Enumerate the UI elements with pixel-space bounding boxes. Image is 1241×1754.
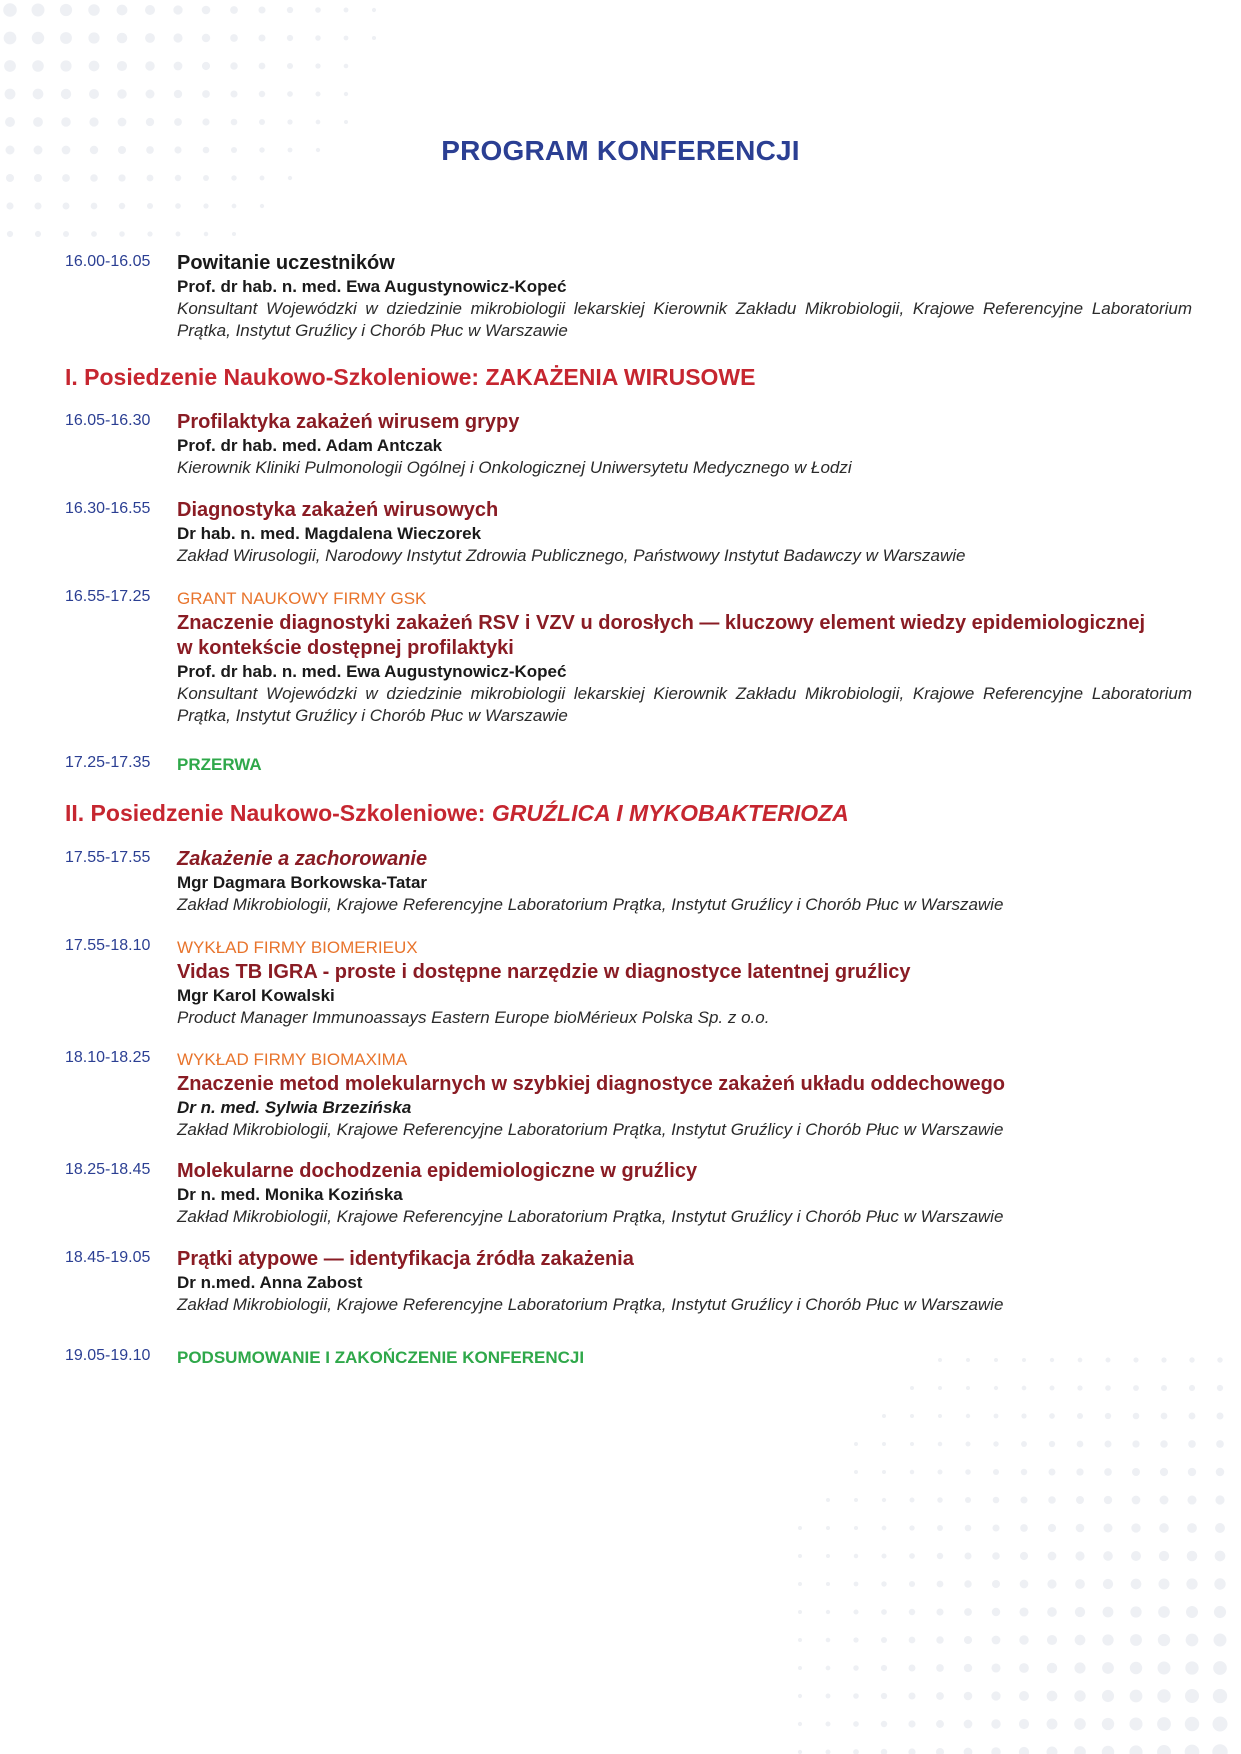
entry-title: Powitanie uczestników	[177, 252, 395, 274]
entry-affiliation: Zakład Mikrobiologii, Krajowe Referencyjne Laboratorium Prątka, Instytut Gruźlicy i Chorób Płuc w Warszawie	[177, 895, 1004, 914]
program-entry	[65, 1047, 1195, 1141]
program-entry	[65, 847, 1195, 916]
program-entry	[65, 935, 1195, 1029]
entry-time: 18.10-18.25	[65, 1049, 151, 1066]
entry-title: Profilaktyka zakażeń wirusem grypy	[177, 411, 520, 433]
entry-time: 18.45-19.05	[65, 1249, 151, 1266]
entry-speaker: Dr hab. n. med. Magdalena Wieczorek	[177, 524, 482, 543]
entry-time: 16.55-17.25	[65, 588, 151, 605]
section-heading-2	[65, 800, 849, 827]
entry-speaker: Mgr Karol Kowalski	[177, 986, 335, 1005]
entry-title: Vidas TB IGRA - proste i dostępne narzędzie w diagnostyce latentnej gruźlicy	[177, 961, 911, 983]
entry-time: 18.25-18.45	[65, 1161, 151, 1178]
entry-speaker: Prof. dr hab. n. med. Ewa Augustynowicz-Kopeć	[177, 277, 567, 296]
closing-label: PODSUMOWANIE I ZAKOŃCZENIE KONFERENCJI	[177, 1348, 585, 1367]
entry-speaker: Prof. dr hab. n. med. Ewa Augustynowicz-Kopeć	[177, 662, 567, 681]
entry-time: 19.05-19.10	[65, 1347, 151, 1364]
entry-speaker: Dr n. med. Sylwia Brzezińska	[177, 1098, 412, 1117]
program-entry	[65, 586, 1195, 727]
section-prefix: I. Posiedzenie Naukowo-Szkoleniowe:	[65, 364, 486, 390]
entry-affiliation: Zakład Wirusologii, Narodowy Instytut Zdrowia Publicznego, Państwowy Instytut Badawczy w Warszawie	[177, 546, 966, 565]
program-entry	[65, 410, 1195, 479]
entry-title-continued: w kontekście dostępnej profilaktyki	[177, 637, 514, 659]
entry-sponsor: GRANT NAUKOWY FIRMY GSK	[177, 589, 427, 608]
entry-affiliation: Zakład Mikrobiologii, Krajowe Referencyjne Laboratorium Prątka, Instytut Gruźlicy i Chorób Płuc w Warszawie	[177, 1120, 1004, 1139]
page-title: PROGRAM KONFERENCJI	[441, 135, 800, 166]
program-entry-break	[65, 752, 1195, 777]
program-entry	[65, 1159, 1195, 1228]
section-topic: GRUŹLICA I MYKOBAKTERIOZA	[491, 800, 849, 826]
program-entry-closing	[65, 1345, 1195, 1370]
entry-affiliation: Konsultant Wojewódzki w dziedzinie mikrobiologii lekarskiej Kierownik Zakładu Mikrobiologii, Krajowe Referencyjne Laboratorium Prątka, Instytut Gruźlicy i Chorób Płuc w Warszawie	[177, 684, 1192, 725]
entry-speaker: Mgr Dagmara Borkowska-Tatar	[177, 873, 428, 892]
entry-affiliation: Zakład Mikrobiologii, Krajowe Referencyjne Laboratorium Prątka, Instytut Gruźlicy i Chorób Płuc w Warszawie	[177, 1207, 1004, 1226]
entry-affiliation: Konsultant Wojewódzki w dziedzinie mikrobiologii lekarskiej Kierownik Zakładu Mikrobiologii, Krajowe Referencyjne Laboratorium Prątka, Instytut Gruźlicy i Chorób Płuc w Warszawie	[177, 299, 1192, 340]
entry-title: Znaczenie diagnostyki zakażeń RSV i VZV u dorosłych — kluczowy element wiedzy epidemiologicznej	[177, 612, 1146, 634]
entry-sponsor: WYKŁAD FIRMY BIOMAXIMA	[177, 1050, 408, 1069]
entry-title: Znaczenie metod molekularnych w szybkiej diagnostyce zakażeń układu oddechowego	[177, 1073, 1005, 1095]
entry-affiliation: Kierownik Kliniki Pulmonologii Ogólnej i Onkologicznej Uniwersytetu Medycznego w Łodzi	[177, 458, 852, 477]
section-prefix: II. Posiedzenie Naukowo-Szkoleniowe:	[65, 800, 492, 826]
entry-time: 16.05-16.30	[65, 412, 151, 429]
program-entry	[65, 498, 1195, 567]
entry-sponsor: WYKŁAD FIRMY BIOMERIEUX	[177, 938, 418, 957]
entry-title: Molekularne dochodzenia epidemiologiczne w gruźlicy	[177, 1160, 698, 1182]
entry-time: 16.30-16.55	[65, 500, 151, 517]
entry-affiliation: Product Manager Immunoassays Eastern Europe bioMérieux Polska Sp. z o.o.	[177, 1008, 770, 1027]
program-entry	[65, 1247, 1195, 1316]
entry-speaker: Dr n. med. Monika Kozińska	[177, 1185, 403, 1204]
entry-affiliation: Zakład Mikrobiologii, Krajowe Referencyjne Laboratorium Prątka, Instytut Gruźlicy i Chorób Płuc w Warszawie	[177, 1295, 1004, 1314]
entry-speaker: Prof. dr hab. med. Adam Antczak	[177, 436, 443, 455]
section-heading-1	[65, 364, 755, 391]
section-topic: ZAKAŻENIA WIRUSOWE	[485, 364, 756, 390]
entry-time: 17.55-18.10	[65, 937, 151, 954]
entry-speaker: Dr n.med. Anna Zabost	[177, 1273, 363, 1292]
entry-title: Diagnostyka zakażeń wirusowych	[177, 499, 499, 521]
break-label: PRZERWA	[177, 755, 262, 774]
program-entry-welcome	[65, 251, 1195, 342]
entry-time: 17.55-17.55	[65, 849, 151, 866]
entry-time: 16.00-16.05	[65, 253, 151, 270]
entry-time: 17.25-17.35	[65, 754, 151, 771]
entry-title: Zakażenie a zachorowanie	[177, 848, 428, 870]
entry-title: Prątki atypowe — identyfikacja źródła zakażenia	[177, 1248, 634, 1270]
